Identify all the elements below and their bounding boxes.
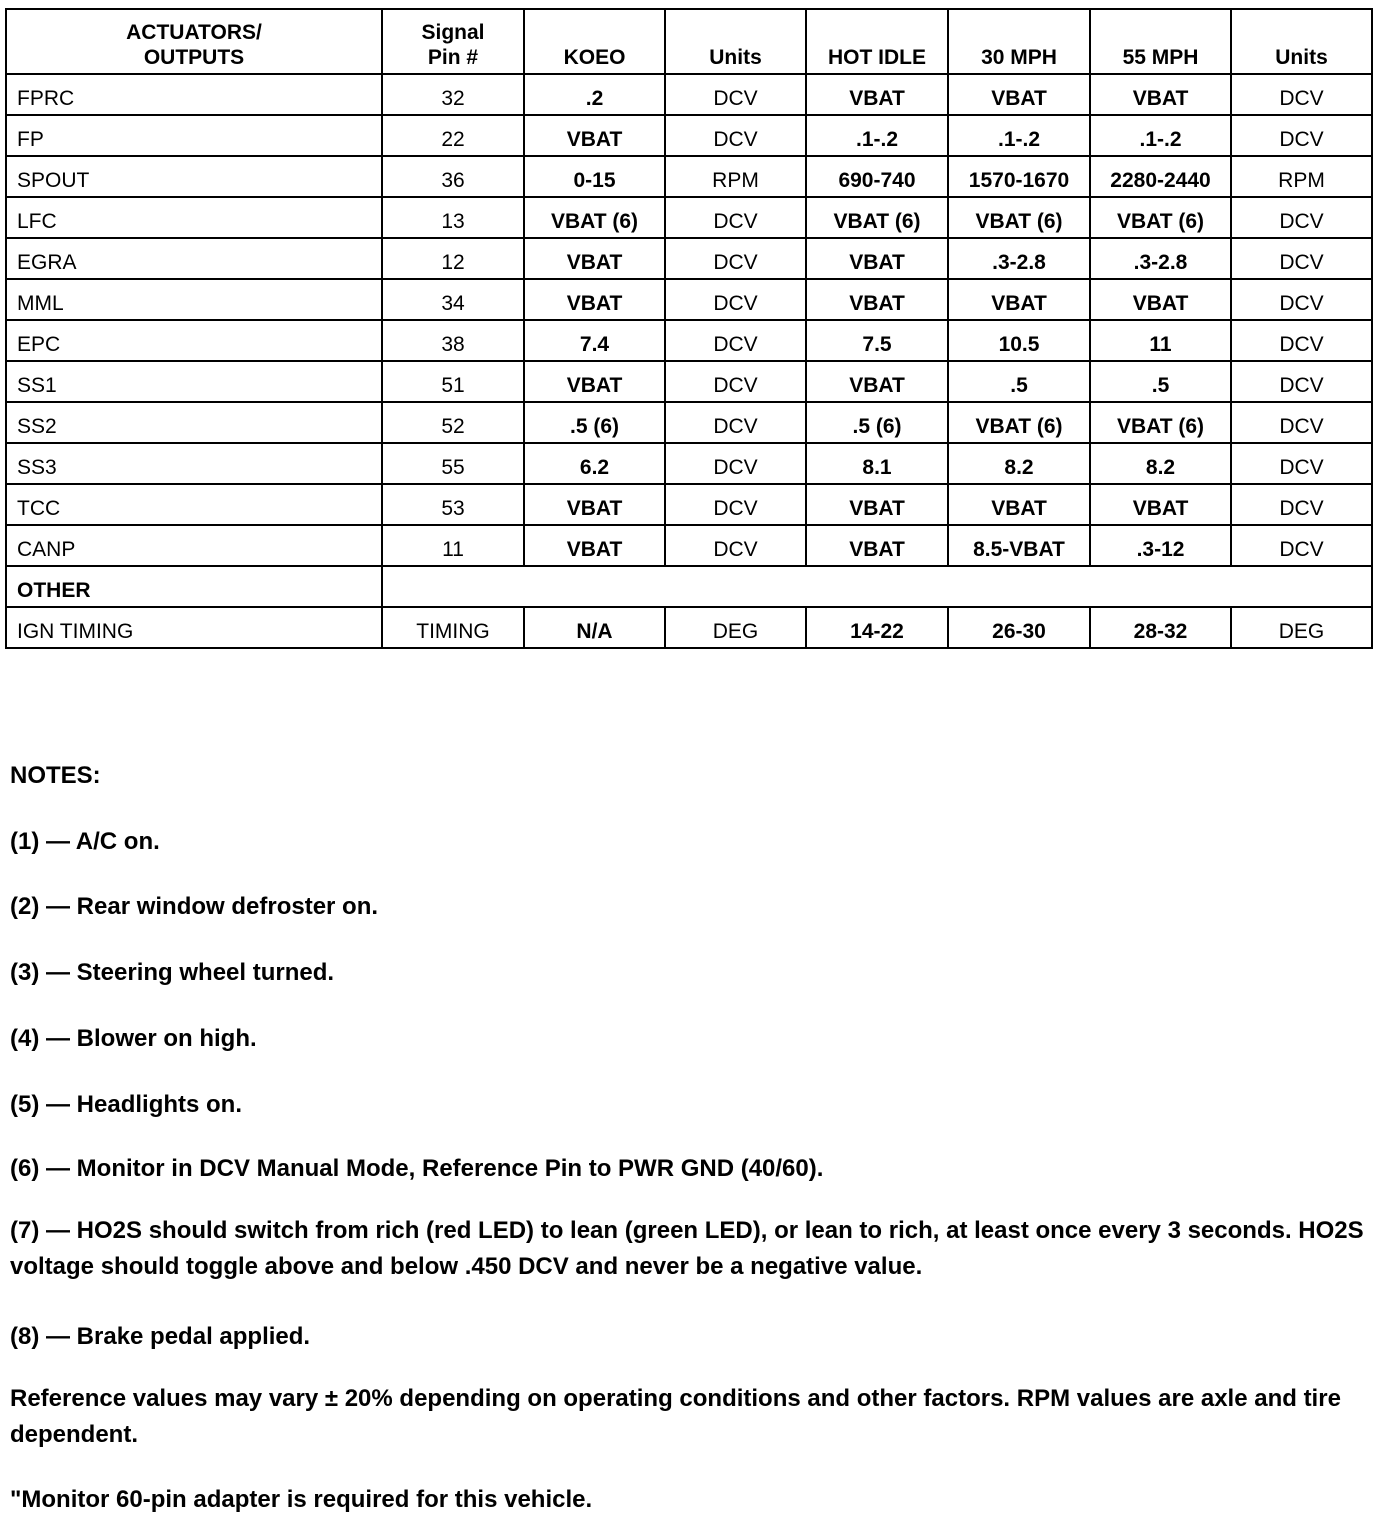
section-row bbox=[6, 566, 1372, 607]
table-cell: 8.2 bbox=[1090, 443, 1231, 484]
table-cell: 55 bbox=[382, 443, 524, 484]
table-cell: VBAT bbox=[806, 74, 948, 115]
table-cell: .5 bbox=[1090, 361, 1231, 402]
table-cell: VBAT bbox=[1090, 279, 1231, 320]
table-cell: 6.2 bbox=[524, 443, 665, 484]
table-row bbox=[6, 361, 1372, 402]
table-cell: VBAT bbox=[524, 115, 665, 156]
table-cell: DCV bbox=[1231, 484, 1372, 525]
adapter-note: "Monitor 60-pin adapter is required for this vehicle. bbox=[10, 1486, 593, 1513]
table-cell: VBAT bbox=[948, 74, 1090, 115]
row-label: SS1 bbox=[6, 361, 382, 402]
note-3: (3) — Steering wheel turned. bbox=[10, 959, 335, 986]
table-cell: DCV bbox=[665, 525, 806, 566]
table-cell: VBAT bbox=[806, 238, 948, 279]
table-cell: DEG bbox=[1231, 607, 1372, 648]
table-cell: VBAT bbox=[806, 484, 948, 525]
column-header: KOEO bbox=[524, 9, 665, 74]
notes-heading: NOTES: bbox=[10, 762, 101, 789]
table-cell: N/A bbox=[524, 607, 665, 648]
table-cell: DCV bbox=[1231, 525, 1372, 566]
table-cell: VBAT (6) bbox=[1090, 402, 1231, 443]
table-cell: .1-.2 bbox=[1090, 115, 1231, 156]
table-cell: 0-15 bbox=[524, 156, 665, 197]
table-cell: .3-2.8 bbox=[1090, 238, 1231, 279]
table-cell: DCV bbox=[665, 402, 806, 443]
table-cell: VBAT bbox=[524, 484, 665, 525]
table-cell: .3-12 bbox=[1090, 525, 1231, 566]
table-row bbox=[6, 320, 1372, 361]
column-header: Units bbox=[1231, 9, 1372, 74]
table-cell: DEG bbox=[665, 607, 806, 648]
table-row bbox=[6, 238, 1372, 279]
table-cell: RPM bbox=[1231, 156, 1372, 197]
column-header: Units bbox=[665, 9, 806, 74]
table-cell: VBAT (6) bbox=[948, 402, 1090, 443]
table-row bbox=[6, 443, 1372, 484]
table-row bbox=[6, 197, 1372, 238]
table-cell: 36 bbox=[382, 156, 524, 197]
table-cell: 22 bbox=[382, 115, 524, 156]
table-row bbox=[6, 484, 1372, 525]
table-cell: VBAT bbox=[524, 279, 665, 320]
table-cell: DCV bbox=[665, 484, 806, 525]
table-cell: 51 bbox=[382, 361, 524, 402]
table-cell: DCV bbox=[1231, 74, 1372, 115]
table-cell: 8.1 bbox=[806, 443, 948, 484]
row-label: EGRA bbox=[6, 238, 382, 279]
actuators-outputs-table bbox=[5, 8, 1373, 649]
note-2: (2) — Rear window defroster on. bbox=[10, 893, 379, 920]
table-cell: 11 bbox=[1090, 320, 1231, 361]
table-cell: VBAT (6) bbox=[948, 197, 1090, 238]
note-6: (6) — Monitor in DCV Manual Mode, Reference Pin to PWR GND (40/60). bbox=[10, 1155, 824, 1182]
table-row bbox=[6, 156, 1372, 197]
table-cell: 26-30 bbox=[948, 607, 1090, 648]
table-cell: 11 bbox=[382, 525, 524, 566]
table-cell: DCV bbox=[665, 361, 806, 402]
table-cell: VBAT bbox=[1090, 484, 1231, 525]
note-1: (1) — A/C on. bbox=[10, 828, 160, 855]
table-cell: DCV bbox=[1231, 279, 1372, 320]
table-cell: DCV bbox=[1231, 320, 1372, 361]
column-header: 55 MPH bbox=[1090, 9, 1231, 74]
empty-cell bbox=[382, 566, 1372, 607]
table-cell: .5 (6) bbox=[806, 402, 948, 443]
table-cell: 7.4 bbox=[524, 320, 665, 361]
table-cell: DCV bbox=[665, 115, 806, 156]
row-label: MML bbox=[6, 279, 382, 320]
table-cell: 7.5 bbox=[806, 320, 948, 361]
row-label: CANP bbox=[6, 525, 382, 566]
table-cell: 10.5 bbox=[948, 320, 1090, 361]
table-row bbox=[6, 279, 1372, 320]
table-cell: 52 bbox=[382, 402, 524, 443]
row-label: SPOUT bbox=[6, 156, 382, 197]
table-cell: VBAT bbox=[948, 484, 1090, 525]
table-cell: VBAT bbox=[1090, 74, 1231, 115]
table-cell: 2280-2440 bbox=[1090, 156, 1231, 197]
table-cell: TIMING bbox=[382, 607, 524, 648]
column-header: ACTUATORS/ OUTPUTS bbox=[6, 9, 382, 74]
table-cell: 32 bbox=[382, 74, 524, 115]
section-label: OTHER bbox=[6, 566, 382, 607]
table-cell: .1-.2 bbox=[948, 115, 1090, 156]
table-cell: 13 bbox=[382, 197, 524, 238]
table-cell: DCV bbox=[665, 443, 806, 484]
header-row bbox=[6, 9, 1372, 74]
row-label: FP bbox=[6, 115, 382, 156]
table-row bbox=[6, 607, 1372, 648]
table-cell: 8.5-VBAT bbox=[948, 525, 1090, 566]
table-cell: VBAT bbox=[524, 525, 665, 566]
table-cell: DCV bbox=[1231, 361, 1372, 402]
table-cell: 53 bbox=[382, 484, 524, 525]
table-cell: VBAT bbox=[948, 279, 1090, 320]
table-cell: VBAT bbox=[806, 361, 948, 402]
column-header: HOT IDLE bbox=[806, 9, 948, 74]
table-cell: 690-740 bbox=[806, 156, 948, 197]
row-label: SS3 bbox=[6, 443, 382, 484]
row-label: IGN TIMING bbox=[6, 607, 382, 648]
row-label: TCC bbox=[6, 484, 382, 525]
table-cell: 38 bbox=[382, 320, 524, 361]
note-7: (7) — HO2S should switch from rich (red LED) to lean (green LED), or lean to rich, at least once every 3 seconds. HO2S voltage should toggle above and below .450 DCV and never be a negative value. bbox=[10, 1217, 1364, 1280]
table-cell: DCV bbox=[665, 238, 806, 279]
table-row bbox=[6, 115, 1372, 156]
table-cell: DCV bbox=[665, 320, 806, 361]
table-cell: VBAT (6) bbox=[806, 197, 948, 238]
table-cell: RPM bbox=[665, 156, 806, 197]
table-cell: VBAT (6) bbox=[524, 197, 665, 238]
table-cell: DCV bbox=[665, 279, 806, 320]
table-cell: .2 bbox=[524, 74, 665, 115]
table-cell: .5 bbox=[948, 361, 1090, 402]
column-header: 30 MPH bbox=[948, 9, 1090, 74]
table-cell: 1570-1670 bbox=[948, 156, 1090, 197]
table-row bbox=[6, 525, 1372, 566]
table-cell: VBAT (6) bbox=[1090, 197, 1231, 238]
table-cell: DCV bbox=[665, 74, 806, 115]
table-cell: DCV bbox=[1231, 238, 1372, 279]
table-cell: DCV bbox=[665, 197, 806, 238]
table-cell: VBAT bbox=[524, 238, 665, 279]
table-cell: 12 bbox=[382, 238, 524, 279]
table-cell: .5 (6) bbox=[524, 402, 665, 443]
note-4: (4) — Blower on high. bbox=[10, 1025, 257, 1052]
table-row bbox=[6, 74, 1372, 115]
reference-note: Reference values may vary ± 20% depending on operating conditions and other factors. RPM values are axle and tire dependent. bbox=[10, 1385, 1341, 1448]
table-cell: DCV bbox=[1231, 443, 1372, 484]
table-cell: VBAT bbox=[806, 279, 948, 320]
table-cell: .1-.2 bbox=[806, 115, 948, 156]
table-cell: 28-32 bbox=[1090, 607, 1231, 648]
table-cell: DCV bbox=[1231, 197, 1372, 238]
note-5: (5) — Headlights on. bbox=[10, 1091, 243, 1118]
table-cell: DCV bbox=[1231, 115, 1372, 156]
row-label: FPRC bbox=[6, 74, 382, 115]
table-row bbox=[6, 402, 1372, 443]
note-8: (8) — Brake pedal applied. bbox=[10, 1323, 311, 1350]
table-cell: .3-2.8 bbox=[948, 238, 1090, 279]
row-label: LFC bbox=[6, 197, 382, 238]
row-label: SS2 bbox=[6, 402, 382, 443]
column-header: Signal Pin # bbox=[382, 9, 524, 74]
table-cell: 14-22 bbox=[806, 607, 948, 648]
table-cell: 34 bbox=[382, 279, 524, 320]
table-cell: VBAT bbox=[806, 525, 948, 566]
table-cell: VBAT bbox=[524, 361, 665, 402]
table-cell: DCV bbox=[1231, 402, 1372, 443]
row-label: EPC bbox=[6, 320, 382, 361]
table-cell: 8.2 bbox=[948, 443, 1090, 484]
